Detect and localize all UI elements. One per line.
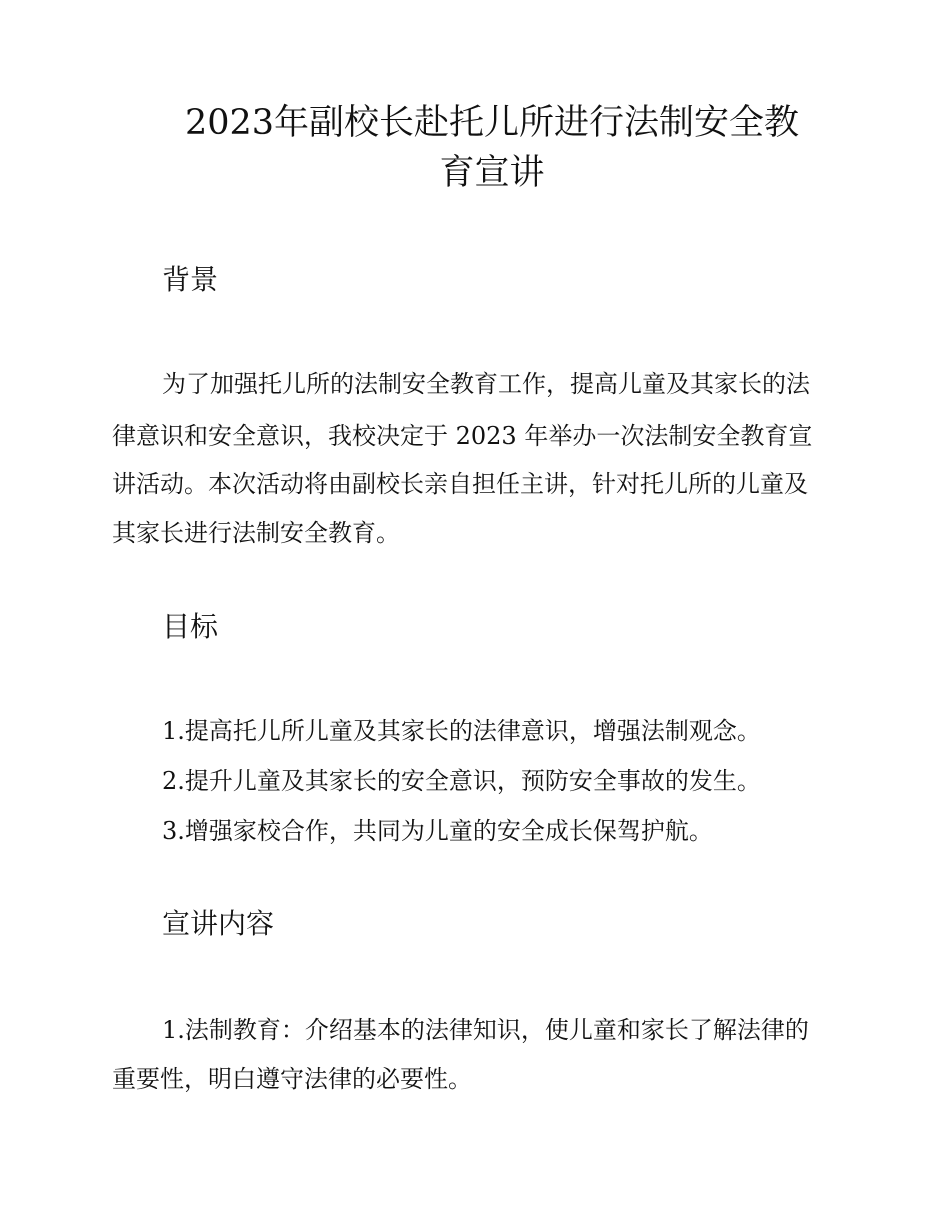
background-paragraph-line: 其家长进行法制安全教育。 [112, 519, 400, 547]
document-title-line-2: 育宣讲 [439, 153, 545, 193]
background-paragraph-line: 为了加强托儿所的法制安全教育工作，提高儿童及其家长的法 [162, 370, 810, 398]
goal-list-item: 2.提升儿童及其家长的安全意识，预防安全事故的发生。 [162, 767, 761, 795]
goal-list-item: 3.增强家校合作，共同为儿童的安全成长保驾护航。 [162, 817, 713, 845]
background-paragraph-line: 讲活动。本次活动将由副校长亲自担任主讲，针对托儿所的儿童及 [112, 470, 808, 498]
content-paragraph-line: 重要性，明白遵守法律的必要性。 [112, 1065, 472, 1093]
section-heading-content: 宣讲内容 [162, 907, 275, 940]
background-paragraph-line: 律意识和安全意识，我校决定于 2023 年举办一次法制安全教育宣 [112, 422, 813, 450]
section-heading-background: 背景 [162, 263, 219, 296]
document-title-line-1: 2023年副校长赴托儿所进行法制安全教 [184, 103, 800, 143]
goal-list-item: 1.提高托儿所儿童及其家长的法律意识，增强法制观念。 [162, 717, 761, 745]
content-paragraph-line: 1.法制教育：介绍基本的法律知识，使儿童和家长了解法律的 [162, 1016, 809, 1044]
section-heading-goals: 目标 [162, 610, 219, 643]
